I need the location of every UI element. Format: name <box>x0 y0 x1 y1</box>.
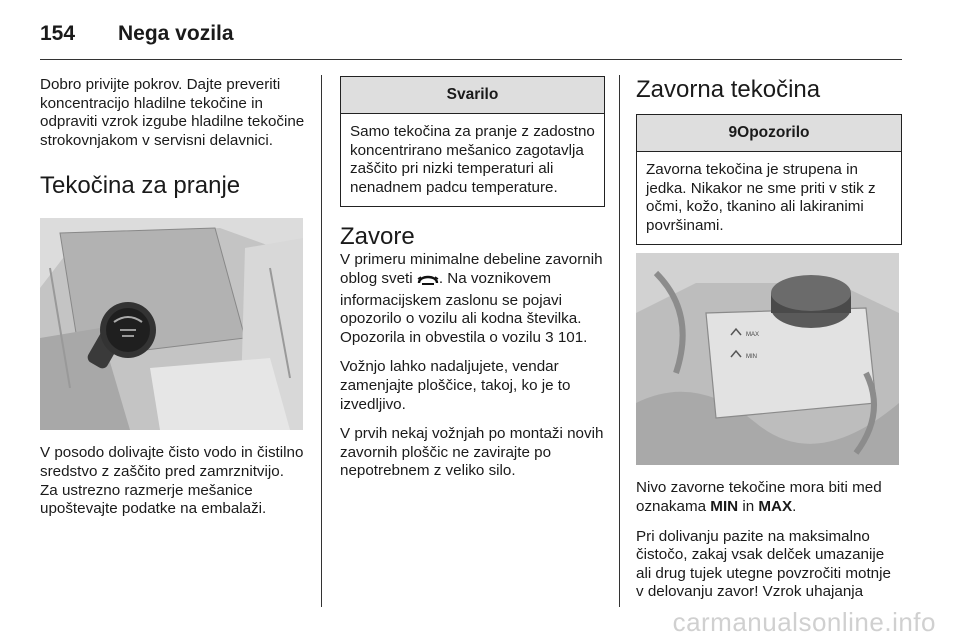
brake-pad-warning-icon <box>417 272 439 292</box>
washer-fluid-text: V posodo dolivajte čisto vodo in čistilno sredstvo z zaščito pred zamrznitvijo. Za ustrezno razmerje mešanice upoštevajte podatke na embalaži. <box>40 444 304 518</box>
caution-title: Svarilo <box>341 77 604 114</box>
reference-arrow: 3 <box>545 328 554 346</box>
column-2 <box>340 76 605 492</box>
min-label: MIN <box>710 497 739 515</box>
warning-box <box>636 114 902 245</box>
column-divider-1 <box>321 75 322 607</box>
page-header <box>40 14 234 54</box>
reservoir-min-mark: MIN <box>746 354 757 361</box>
column-divider-2 <box>619 75 620 607</box>
brake-fluid-reservoir-photo <box>636 253 899 465</box>
caution-text: Samo tekočina za pranje z zadostno koncentrirano mešanico zagotavlja zaščito pri nizki temperaturi ali nenadnem padcu temperature. <box>350 123 595 196</box>
max-label: MAX <box>758 497 793 515</box>
warning-text: Zavorna tekočina je strupena in jedka. Nikakor ne sme priti v stik z očmi, kožo, tkanino ali lakiranimi površinami. <box>646 161 876 234</box>
intro-paragraph: Dobro privijte pokrov. Dajte preveriti koncentracijo hladilne tekočine in odpraviti vzrok izgube hladilne tekočine strokovnjakom v servisni delavnici. <box>40 76 305 149</box>
reservoir-max-mark: MAX <box>746 332 760 339</box>
header-rule <box>40 59 902 60</box>
brakes-paragraph-2: Vožnjo lahko nadaljujete, vendar zamenjajte ploščice, takoj, ko je to izvedljivo. <box>340 358 571 413</box>
brake-fluid-heading: Zavorna tekočina <box>636 76 821 103</box>
column-1 <box>40 76 305 530</box>
page-title: Nega vozila <box>118 22 234 45</box>
warning-triangle-icon: 9 <box>728 124 738 141</box>
caution-box <box>340 76 605 207</box>
page-number: 154 <box>40 22 76 45</box>
brakes-paragraph-3: V prvih nekaj vožnjah po montaži novih zavornih ploščic ne zavirajte po nepotrebnem z veliko silo. <box>340 425 604 480</box>
washer-fluid-heading: Tekočina za pranje <box>40 172 241 200</box>
column-3 <box>636 76 902 613</box>
fluid-refill-paragraph: Pri dolivanju pazite na maksimalno čistočo, zakaj vsak delček umazanije ali drug tujek utegne povzročiti motnje v delovanju zavor! Vzrok uhajanja <box>636 527 891 601</box>
washer-reservoir-photo <box>40 218 303 430</box>
warning-title-bar: 9Opozorilo <box>637 115 901 152</box>
watermark: carmanualsonline.info <box>672 607 936 637</box>
fluid-level-paragraph: Nivo zavorne tekočine mora biti med oznakama MIN in MAX. <box>636 479 882 515</box>
brakes-heading: Zavore <box>340 223 415 251</box>
brakes-paragraph-1: V primeru minimalne debeline zavornih oblog sveti . Na voznikovem informacijskem zaslonu se pojavi opozorilo o vozilu ali kodna številka. Opozorila in obvestila o vozilu 3 101. <box>340 251 603 346</box>
